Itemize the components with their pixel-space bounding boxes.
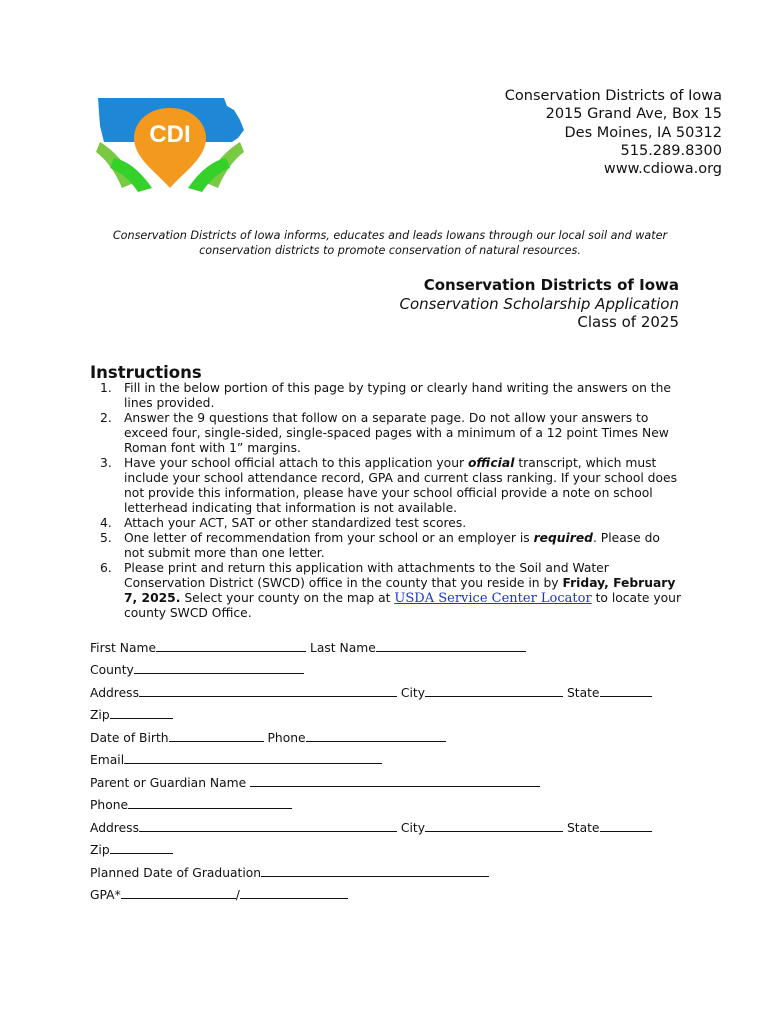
row-parent <box>90 776 540 790</box>
item-number: 2. <box>100 411 112 425</box>
item-text: to locate your county SWCD Office. <box>124 591 682 620</box>
address-line[interactable] <box>139 686 397 697</box>
row-gpa <box>90 888 348 902</box>
instructions-heading: Instructions <box>90 363 202 382</box>
last-name-line[interactable] <box>376 641 526 652</box>
item-text: Fill in the below portion of this page by typing or clearly hand writing the answers on the lines provided. <box>124 381 671 410</box>
item-text: Attach your ACT, SAT or other standardized test scores. <box>124 516 467 530</box>
grad-date-label: Planned Date of Graduation <box>90 866 262 880</box>
cdi-logo <box>94 96 246 196</box>
logo-pin <box>134 108 206 188</box>
email-line[interactable] <box>124 753 382 764</box>
zip-line[interactable] <box>110 708 173 719</box>
item-number: 4. <box>100 516 112 530</box>
state-label: State <box>566 686 600 700</box>
row-parent-zip <box>90 843 173 857</box>
org-website: www.cdiowa.org <box>603 161 722 178</box>
parent-label: Parent or Guardian Name <box>90 776 247 790</box>
parent-state-label: State <box>566 821 600 835</box>
parent-state-line[interactable] <box>600 821 652 832</box>
county-line[interactable] <box>134 663 304 674</box>
city-line[interactable] <box>425 686 563 697</box>
address-block <box>505 87 722 178</box>
grad-date-line[interactable] <box>261 866 489 877</box>
county-label: County <box>90 663 134 677</box>
mission-line-2: conservation districts to promote conservation of natural resources. <box>199 244 581 257</box>
dob-label: Date of Birth <box>90 731 169 745</box>
first-name-label: First Name <box>90 641 157 655</box>
parent-line[interactable] <box>250 776 540 787</box>
doc-class-year: Class of 2025 <box>577 313 679 331</box>
gpa-label: GPA* <box>90 888 121 902</box>
mission-statement <box>90 228 690 258</box>
doc-subtitle: Conservation Scholarship Application <box>399 294 679 313</box>
org-phone: 515.289.8300 <box>620 142 722 159</box>
item-text: Select your county on the map at <box>180 591 395 605</box>
row-parent-phone <box>90 798 292 812</box>
instruction-item <box>90 411 682 456</box>
item-text: . Please do not submit more than one letter. <box>124 531 660 560</box>
usda-locator-link[interactable]: USDA Service Center Locator <box>394 591 592 606</box>
instruction-item <box>90 561 682 621</box>
item-number: 3. <box>100 456 112 470</box>
item-number: 5. <box>100 531 112 545</box>
address-label: Address <box>90 686 139 700</box>
instruction-item <box>90 531 682 561</box>
item-text: Please print and return this application with attachments to the Soil and Water Conservation District (SWCD) office in the county that you reside in by <box>124 561 609 590</box>
row-address <box>90 686 652 700</box>
instruction-item <box>90 456 682 516</box>
parent-address-label: Address <box>90 821 139 835</box>
deadline-date: Friday, February 7, 2025. <box>124 576 676 605</box>
org-name: Conservation Districts of Iowa <box>504 88 722 104</box>
parent-phone-line[interactable] <box>128 798 292 809</box>
parent-phone-label: Phone <box>90 798 129 812</box>
row-email <box>90 753 382 767</box>
item-text: Answer the 9 questions that follow on a separate page. Do not allow your answers to exceed four, single-sided, single-spaced pages with a minimum of a 12 point Times New Roman font with 1” margins. <box>124 411 669 455</box>
logo-text: CDI <box>149 121 191 148</box>
instruction-item <box>90 516 682 531</box>
row-county <box>90 663 304 677</box>
gpa-line[interactable] <box>121 888 236 899</box>
dob-line[interactable] <box>169 731 264 742</box>
row-name <box>90 641 526 655</box>
item-number: 1. <box>100 381 112 395</box>
instruction-item <box>90 381 682 411</box>
item-emphasis: official <box>467 456 515 470</box>
first-name-line[interactable] <box>156 641 306 652</box>
parent-address-line[interactable] <box>139 821 397 832</box>
last-name-label: Last Name <box>310 641 376 655</box>
instructions-list <box>90 381 682 621</box>
email-label: Email <box>90 753 125 767</box>
state-line[interactable] <box>600 686 652 697</box>
parent-zip-label: Zip <box>90 843 110 857</box>
org-city-line: Des Moines, IA 50312 <box>564 124 722 141</box>
phone-line[interactable] <box>306 731 446 742</box>
parent-zip-line[interactable] <box>110 843 173 854</box>
item-emphasis: required <box>533 531 593 545</box>
row-zip <box>90 708 173 722</box>
parent-city-line[interactable] <box>425 821 563 832</box>
city-label: City <box>400 686 426 700</box>
doc-title: Conservation Districts of Iowa <box>423 276 679 294</box>
item-text: One letter of recommendation from your school or an employer is <box>124 531 534 545</box>
row-graduation <box>90 866 489 880</box>
item-text: transcript, which must include your school attendance record, GPA and current class ranking. If your school does not provide this information, please have your school official provide a note on school letterhead indicating that information is not available. <box>124 456 677 515</box>
org-street: 2015 Grand Ave, Box 15 <box>545 106 722 123</box>
parent-city-label: City <box>400 821 426 835</box>
mission-line-1: Conservation Districts of Iowa informs, educates and leads Iowans through our local soil and water <box>112 229 668 242</box>
row-parent-address <box>90 821 652 835</box>
gpa-separator: / <box>235 888 240 902</box>
item-text: Have your school official attach to this application your <box>124 456 468 470</box>
row-dob-phone <box>90 731 446 745</box>
item-number: 6. <box>100 561 112 575</box>
phone-label: Phone <box>267 731 306 745</box>
zip-label: Zip <box>90 708 110 722</box>
gpa-scale-line[interactable] <box>240 888 348 899</box>
title-block <box>399 276 679 332</box>
